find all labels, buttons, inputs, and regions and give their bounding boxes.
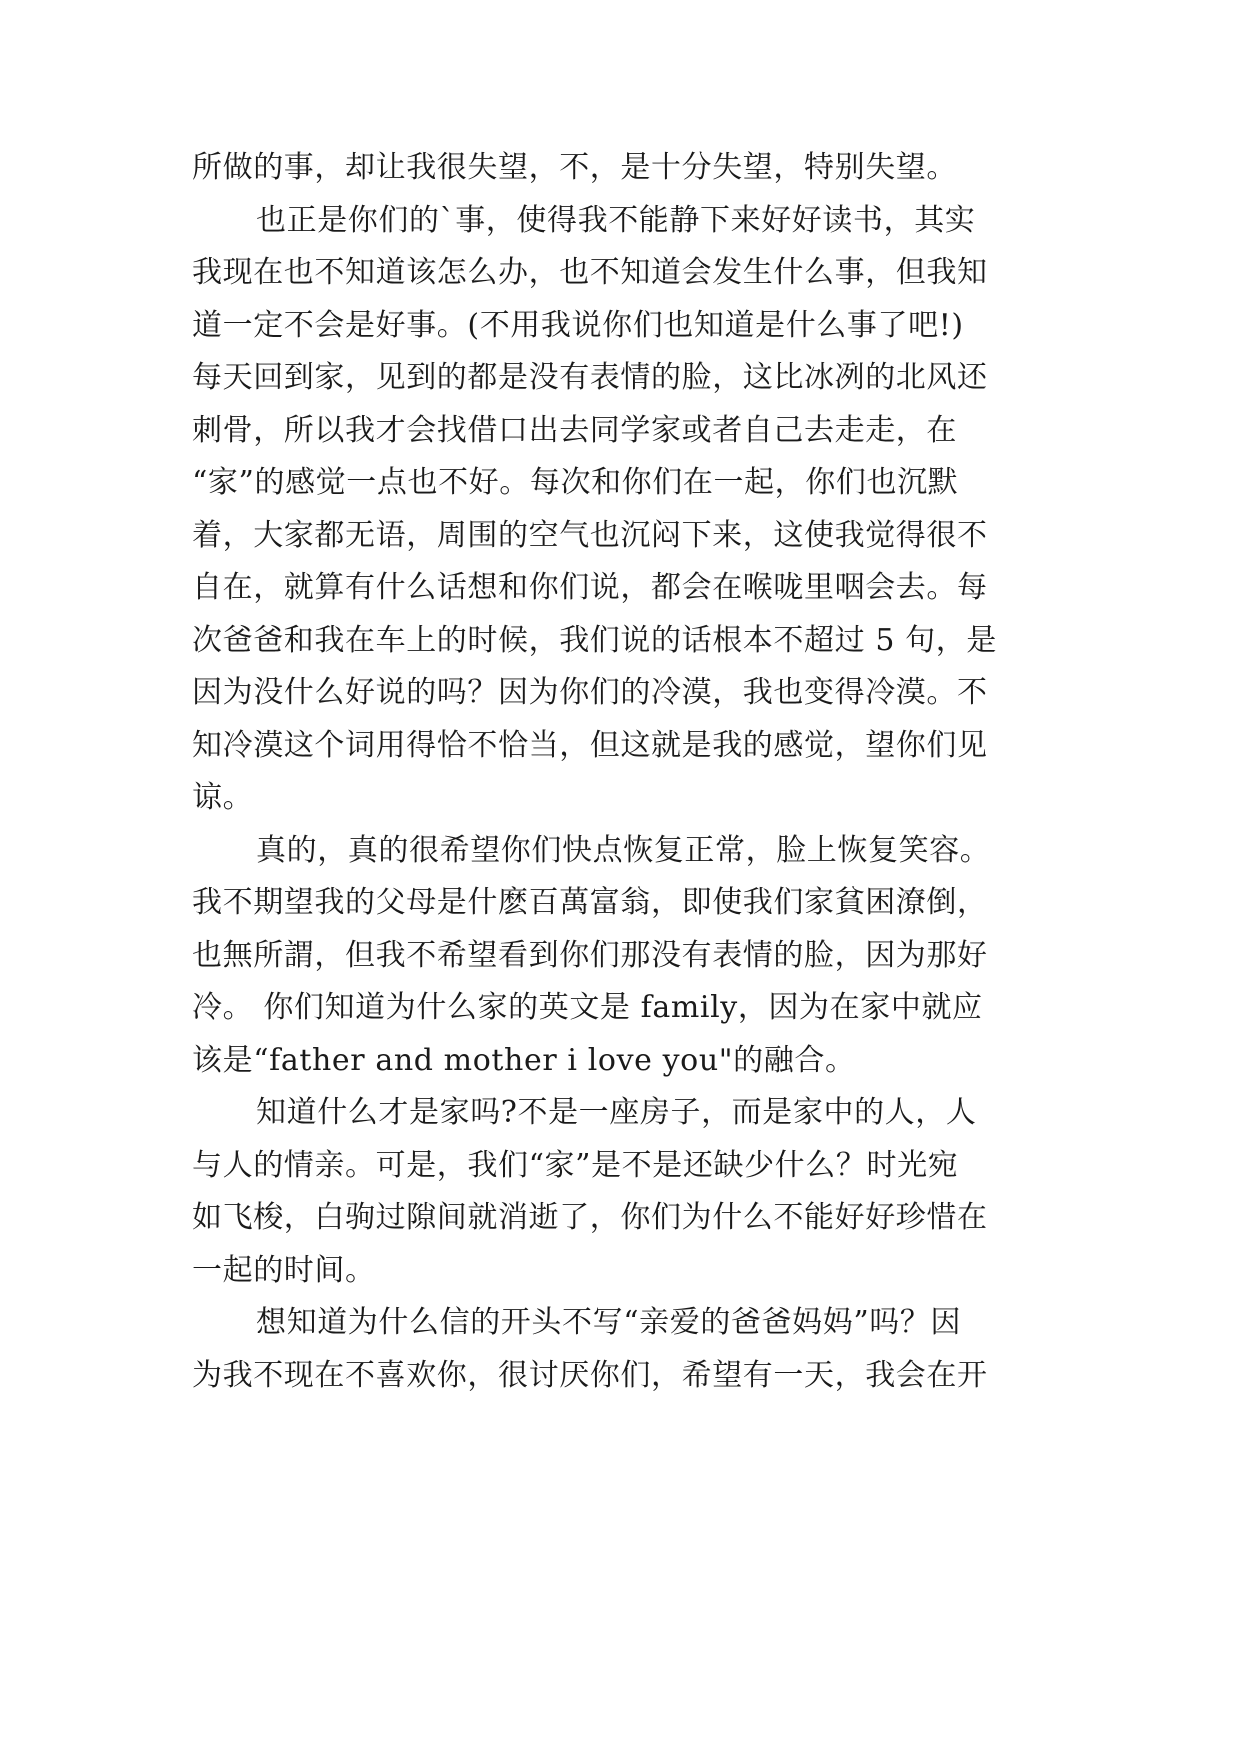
text-line-23: 想知道为什么信的开头不写“亲爱的爸爸妈妈”吗？因: [256, 1305, 962, 1340]
text-line-2: 也正是你们的`事，使得我不能静下来好好读书，其实: [256, 203, 976, 238]
text-line-24: 为我不现在不喜欢你，很讨厌你们，希望有一天，我会在开: [192, 1358, 988, 1393]
text-line-21: 如飞梭，白驹过隙间就消逝了，你们为什么不能好好珍惜在: [192, 1200, 988, 1235]
text-line-13: 谅。: [192, 780, 254, 815]
text-line-1: 所做的事，却让我很失望，不，是十分失望，特别失望。: [192, 150, 957, 185]
text-line-5: 每天回到家，见到的都是没有表情的脸，这比冰冽的北风还: [192, 360, 988, 395]
text-line-7: “家”的感觉一点也不好。每次和你们在一起，你们也沉默: [192, 465, 959, 500]
text-line-9: 自在，就算有什么话想和你们说，都会在喉咙里咽会去。每: [192, 570, 988, 605]
text-line-15: 我不期望我的父母是什麽百萬富翁，即使我们家貧困潦倒，: [192, 885, 988, 920]
text-line-8: 着，大家都无语，周围的空气也沉闷下来，这使我觉得很不: [192, 518, 988, 553]
text-line-6: 刺骨，所以我才会找借口出去同学家或者自己去走走，在: [192, 413, 957, 448]
text-line-10: 次爸爸和我在车上的时候，我们说的话根本不超过 5 句，是: [192, 623, 997, 658]
text-line-16: 也無所謂，但我不希望看到你们那没有表情的脸，因为那好: [192, 938, 988, 973]
text-line-3: 我现在也不知道该怎么办，也不知道会发生什么事，但我知: [192, 255, 988, 290]
text-line-4: 道一定不会是好事。(不用我说你们也知道是什么事了吧!): [192, 308, 964, 343]
text-line-19: 知道什么才是家吗?不是一座房子，而是家中的人，人: [256, 1095, 977, 1130]
text-line-18: 该是“father and mother i love you"的融合。: [192, 1043, 856, 1078]
text-line-11: 因为没什么好说的吗？因为你们的冷漠，我也变得冷漠。不: [192, 675, 988, 710]
text-line-14: 真的，真的很希望你们快点恢复正常，脸上恢复笑容。: [256, 833, 991, 868]
text-line-17: 冷。 你们知道为什么家的英文是 family，因为在家中就应: [192, 990, 983, 1025]
text-line-12: 知冷漠这个词用得恰不恰当，但这就是我的感觉，望你们见: [192, 728, 988, 763]
text-line-20: 与人的情亲。可是，我们“家”是不是还缺少什么？时光宛: [192, 1148, 959, 1183]
text-line-22: 一起的时间。: [192, 1253, 376, 1288]
